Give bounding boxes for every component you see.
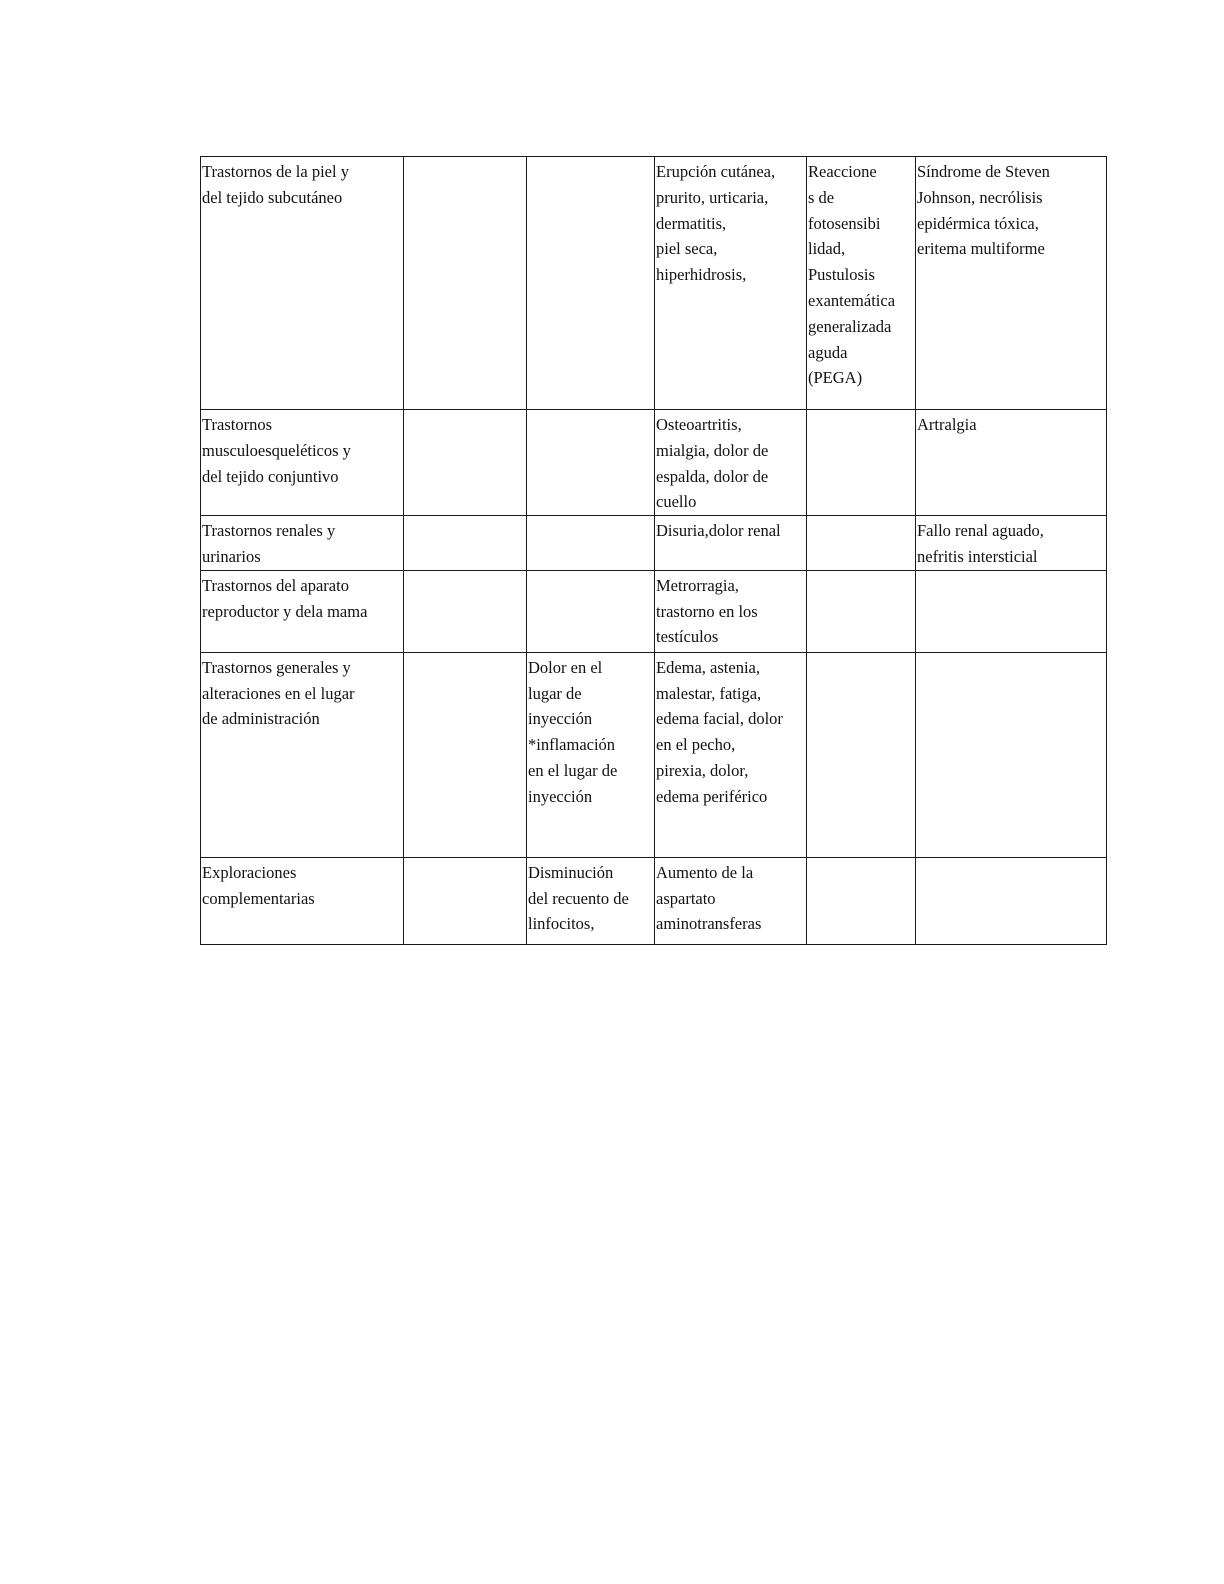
uncommon-cell: Erupción cutánea, prurito, urticaria, dermatitis, piel seca, hiperhidrosis, [655, 157, 807, 410]
common-cell [527, 157, 655, 410]
not-known-cell [916, 570, 1107, 652]
uncommon-cell: Metrorragia, trastorno en los testículos [655, 570, 807, 652]
organ-class-cell: Trastornos de la piel y del tejido subcutáneo [201, 157, 404, 410]
common-cell [527, 570, 655, 652]
not-known-cell [916, 652, 1107, 857]
rare-cell: Reaccione s de fotosensibi lidad, Pustulosis exantemática generalizada aguda (PEGA) [807, 157, 916, 410]
very-common-cell [404, 157, 527, 410]
organ-class-cell: Trastornos renales y urinarios [201, 516, 404, 571]
rare-cell [807, 652, 916, 857]
uncommon-cell: Osteoartritis, mialgia, dolor de espalda, dolor de cuello [655, 410, 807, 516]
not-known-cell: Síndrome de Steven Johnson, necrólisis epidérmica tóxica, eritema multiforme [916, 157, 1107, 410]
common-cell: Disminución del recuento de linfocitos, [527, 857, 655, 944]
very-common-cell [404, 410, 527, 516]
organ-class-cell: Trastornos del aparato reproductor y dela mama [201, 570, 404, 652]
table-row [201, 857, 1107, 944]
common-cell [527, 410, 655, 516]
uncommon-cell: Edema, astenia, malestar, fatiga, edema facial, dolor en el pecho, pirexia, dolor, edema periférico [655, 652, 807, 857]
table-row [201, 410, 1107, 516]
table-row [201, 157, 1107, 410]
uncommon-cell: Aumento de la aspartato aminotransferas [655, 857, 807, 944]
rare-cell [807, 410, 916, 516]
very-common-cell [404, 652, 527, 857]
organ-class-cell: Exploraciones complementarias [201, 857, 404, 944]
adverse-reactions-table [200, 156, 1107, 945]
uncommon-cell: Disuria,dolor renal [655, 516, 807, 571]
not-known-cell [916, 857, 1107, 944]
organ-class-cell: Trastornos musculoesqueléticos y del tejido conjuntivo [201, 410, 404, 516]
rare-cell [807, 857, 916, 944]
table-row [201, 570, 1107, 652]
very-common-cell [404, 570, 527, 652]
common-cell: Dolor en el lugar de inyección *inflamación en el lugar de inyección [527, 652, 655, 857]
rare-cell [807, 570, 916, 652]
very-common-cell [404, 516, 527, 571]
table-row [201, 516, 1107, 571]
not-known-cell: Artralgia [916, 410, 1107, 516]
very-common-cell [404, 857, 527, 944]
rare-cell [807, 516, 916, 571]
table-row [201, 652, 1107, 857]
organ-class-cell: Trastornos generales y alteraciones en el lugar de administración [201, 652, 404, 857]
common-cell [527, 516, 655, 571]
not-known-cell: Fallo renal aguado, nefritis intersticial [916, 516, 1107, 571]
